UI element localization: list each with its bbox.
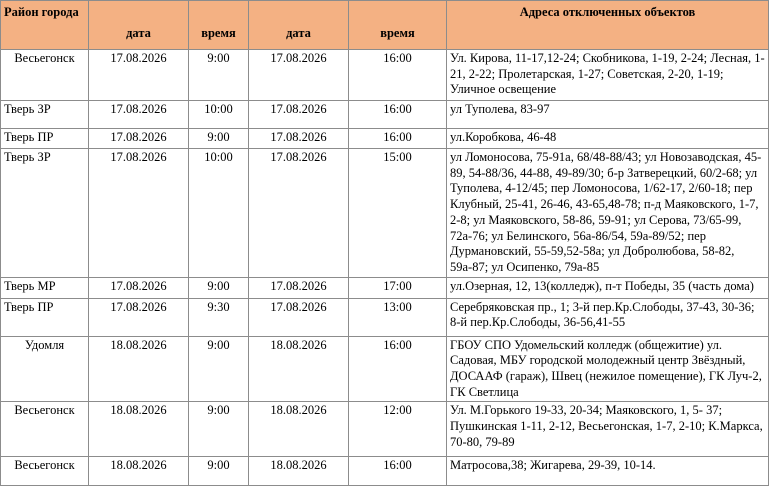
header-time-start: время [189, 1, 249, 50]
row-district: Тверь ЗР [1, 101, 89, 129]
row-addresses: ул.Коробкова, 46-48 [447, 129, 769, 149]
row-time-start: 9:00 [189, 50, 249, 101]
row-time-end: 16:00 [349, 336, 447, 402]
table-row [1, 402, 769, 457]
row-date-end: 17.08.2026 [249, 149, 349, 278]
row-time-start: 9:00 [189, 277, 249, 298]
row-date-start: 18.08.2026 [89, 457, 189, 486]
header-date-start: дата [89, 1, 189, 50]
row-addresses: Ул. М.Горького 19-33, 20-34; Маяковского, 1, 5- 37; Пушкинская 1-11, 2-12, Весьегонская, 1-7, 2-10; К.Маркса, 70-80, 79-89 [447, 402, 769, 457]
row-addresses: ул.Озерная, 12, 13(колледж), п-т Победы, 35 (часть дома) [447, 277, 769, 298]
row-district: Тверь МР [1, 277, 89, 298]
row-date-end: 18.08.2026 [249, 402, 349, 457]
row-date-start: 17.08.2026 [89, 101, 189, 129]
row-addresses: Ул. Кирова, 11-17,12-24; Скобникова, 1-19, 2-24; Лесная, 1-21, 2-22; Пролетарская, 1-27; Советская, 2-20, 1-19; Уличное освещение [447, 50, 769, 101]
row-date-start: 17.08.2026 [89, 129, 189, 149]
row-district: Тверь ПР [1, 129, 89, 149]
row-time-end: 15:00 [349, 149, 447, 278]
table-row [1, 336, 769, 402]
row-date-start: 17.08.2026 [89, 277, 189, 298]
table-row [1, 101, 769, 129]
header-time-end: время [349, 1, 447, 50]
row-time-start: 9:00 [189, 336, 249, 402]
row-district: Весьегонск [1, 457, 89, 486]
row-time-end: 12:00 [349, 402, 447, 457]
row-date-start: 17.08.2026 [89, 50, 189, 101]
row-addresses: ул Ломоносова, 75-91а, 68/48-88/43; ул Новозаводская, 45-89, 54-88/36, 44-88, 49-89/30; б-р Затверецкий, 60/2-68; ул Туполева, 4-12/45; пер Ломоносова, 1/62-17, 2/60-18; пер Клубный, 25-41, 26-46, 43-65,48-78; п-д Маяковского, 1-7, 2-8; ул Маяковского, 58-86, 59-91; ул Серова, 73/65-99, 72а-76; ул Белинского, 56а-86/54, 59а-89/52; пер Дурмановский, 55-59,52-58а; ул Добролюбова, 58-82, 59а-87; ул Осипенко, 79а-85 [447, 149, 769, 278]
table-row [1, 149, 769, 278]
row-district: Удомля [1, 336, 89, 402]
row-date-end: 17.08.2026 [249, 101, 349, 129]
row-addresses: Серебряковская пр., 1; 3-й пер.Кр.Слободы, 37-43, 30-36; 8-й пер.Кр.Слободы, 36-56,41-55 [447, 298, 769, 336]
row-time-start: 9:00 [189, 457, 249, 486]
row-time-start: 9:30 [189, 298, 249, 336]
row-time-end: 16:00 [349, 50, 447, 101]
row-date-start: 17.08.2026 [89, 298, 189, 336]
row-date-start: 17.08.2026 [89, 149, 189, 278]
row-time-end: 16:00 [349, 129, 447, 149]
header-row [1, 1, 769, 50]
header-date-end: дата [249, 1, 349, 50]
row-date-end: 17.08.2026 [249, 298, 349, 336]
row-time-end: 13:00 [349, 298, 447, 336]
row-time-end: 17:00 [349, 277, 447, 298]
table-row [1, 298, 769, 336]
row-district: Весьегонск [1, 50, 89, 101]
row-district: Весьегонск [1, 402, 89, 457]
row-addresses: ГБОУ СПО Удомельский колледж (общежитие) ул. Садовая, МБУ городской молодежный центр Звёздный, ДОСААФ (гараж), Швец (нежилое помещение), ГК Луч-2, ГК Светлица [447, 336, 769, 402]
header-district: Район города [1, 1, 89, 50]
row-time-end: 16:00 [349, 457, 447, 486]
row-addresses: ул Туполева, 83-97 [447, 101, 769, 129]
table-row [1, 50, 769, 101]
table-row [1, 277, 769, 298]
row-addresses: Матросова,38; Жигарева, 29-39, 10-14. [447, 457, 769, 486]
row-date-end: 17.08.2026 [249, 277, 349, 298]
row-district: Тверь ПР [1, 298, 89, 336]
row-date-end: 18.08.2026 [249, 336, 349, 402]
row-date-start: 18.08.2026 [89, 402, 189, 457]
row-time-start: 9:00 [189, 129, 249, 149]
row-date-end: 17.08.2026 [249, 129, 349, 149]
row-time-end: 16:00 [349, 101, 447, 129]
header-addresses: Адреса отключенных объектов [447, 1, 769, 50]
row-date-end: 17.08.2026 [249, 50, 349, 101]
row-time-start: 10:00 [189, 101, 249, 129]
table-row [1, 457, 769, 486]
row-time-start: 9:00 [189, 402, 249, 457]
table-row [1, 129, 769, 149]
row-time-start: 10:00 [189, 149, 249, 278]
row-date-end: 18.08.2026 [249, 457, 349, 486]
row-district: Тверь ЗР [1, 149, 89, 278]
row-date-start: 18.08.2026 [89, 336, 189, 402]
